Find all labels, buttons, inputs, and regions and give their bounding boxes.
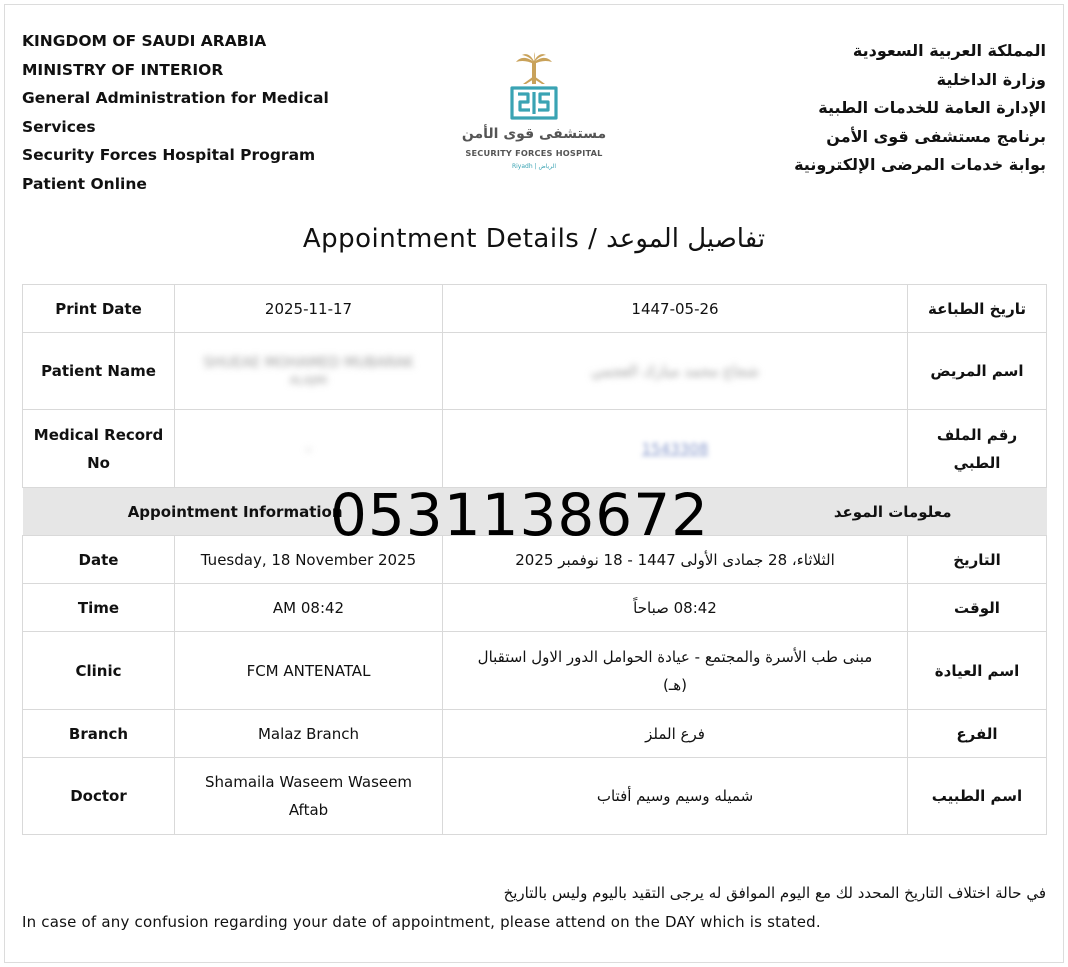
value-en: FCM ANTENATAL bbox=[175, 632, 443, 710]
label-ar: اسم المريض bbox=[908, 333, 1047, 410]
value-en bbox=[175, 410, 443, 488]
header-left bbox=[22, 27, 352, 199]
mrn-en-blurred: - bbox=[305, 439, 312, 458]
label-en: Doctor bbox=[23, 758, 175, 835]
label-ar: اسم الطبيب bbox=[908, 758, 1047, 835]
value-ar: فرع الملز bbox=[443, 710, 908, 758]
footer-note-en: In case of any confusion regarding your date of appointment, please attend on the DAY which is stated. bbox=[22, 913, 821, 931]
row-time bbox=[23, 584, 1047, 632]
label-ar: رقم الملف الطبي bbox=[908, 410, 1047, 488]
header-left-line: KINGDOM OF SAUDI ARABIA bbox=[22, 32, 267, 50]
patient-name-en-blurred: SHUEAE MOHAMED MUBARAK bbox=[203, 355, 414, 371]
section-header-ar: معلومات الموعد bbox=[443, 488, 1047, 536]
value-ar bbox=[443, 333, 908, 410]
label-ar: الفرع bbox=[908, 710, 1047, 758]
label-ar: التاريخ bbox=[908, 536, 1047, 584]
label-en: Time bbox=[23, 584, 175, 632]
header-right bbox=[716, 37, 1046, 180]
value-en: Tuesday, 18 November 2025 bbox=[175, 536, 443, 584]
header-right-line: المملكة العربية السعودية bbox=[852, 41, 1046, 60]
row-clinic bbox=[23, 632, 1047, 710]
logo-emblem-icon bbox=[450, 52, 618, 126]
label-ar: اسم العيادة bbox=[908, 632, 1047, 710]
footer-note-ar: في حالة اختلاف التاريخ المحدد لك مع اليوم الموافق له يرجى التقيد باليوم وليس بالتاريخ bbox=[503, 884, 1046, 902]
value-en: Malaz Branch bbox=[175, 710, 443, 758]
row-doctor bbox=[23, 758, 1047, 835]
section-header-en: Appointment Information bbox=[23, 488, 443, 536]
value-ar: 1447-05-26 bbox=[443, 285, 908, 333]
row-print-date bbox=[23, 285, 1047, 333]
label-ar: الوقت bbox=[908, 584, 1047, 632]
value-en: 2025-11-17 bbox=[175, 285, 443, 333]
header-right-line: برنامج مستشفى قوى الأمن bbox=[826, 126, 1046, 146]
header-left-line: MINISTRY OF INTERIOR bbox=[22, 60, 224, 79]
patient-name-en-blurred-line2: ALAJMI bbox=[289, 374, 328, 387]
mrn-link[interactable]: 1543308 bbox=[641, 439, 709, 458]
logo-city: Riyadh | الرياض bbox=[511, 163, 557, 170]
logo-english-name: SECURITY FORCES HOSPITAL bbox=[465, 148, 603, 158]
row-patient-name bbox=[23, 333, 1047, 410]
label-en: Patient Name bbox=[23, 333, 175, 410]
value-ar: شميله وسيم وسيم أفتاب bbox=[443, 758, 908, 835]
row-branch bbox=[23, 710, 1047, 758]
label-en: Clinic bbox=[23, 632, 175, 710]
label-en: Print Date bbox=[23, 285, 175, 333]
value-en: AM 08:42 bbox=[175, 584, 443, 632]
value-ar: 08:42 صباحاً bbox=[443, 584, 908, 632]
label-ar: تاريخ الطباعة bbox=[908, 285, 1047, 333]
header-left-line: Patient Online bbox=[22, 174, 147, 193]
header-right-line: الإدارة العامة للخدمات الطبية bbox=[818, 98, 1046, 118]
logo-arabic-name: مستشفى قوى الأمن bbox=[461, 126, 607, 142]
appointment-table bbox=[22, 284, 1047, 835]
header-left-line: Security Forces Hospital Program bbox=[22, 146, 316, 165]
phone-number-overlay: 0531138672 bbox=[330, 481, 710, 549]
label-en: Branch bbox=[23, 710, 175, 758]
value-ar bbox=[443, 410, 908, 488]
value-ar: مبنى طب الأسرة والمجتمع - عيادة الحوامل الدور الاول استقبال (هـ) bbox=[443, 632, 908, 710]
label-en: Date bbox=[23, 536, 175, 584]
hospital-logo bbox=[450, 52, 618, 177]
label-en: Medical Record No bbox=[23, 410, 175, 488]
value-en bbox=[175, 333, 443, 410]
header-right-line: بوابة خدمات المرضى الإلكترونية bbox=[794, 155, 1046, 175]
page-title: Appointment Details / تفاصيل الموعد bbox=[302, 224, 766, 254]
header-right-line: وزارة الداخلية bbox=[936, 69, 1046, 89]
row-medical-record bbox=[23, 410, 1047, 488]
header-left-line: Services bbox=[22, 117, 96, 136]
value-en: Shamaila Waseem Waseem Aftab bbox=[175, 758, 443, 835]
value-ar: الثلاثاء، 28 جمادى الأولى 1447 - 18 نوفمبر 2025 bbox=[443, 536, 908, 584]
patient-name-ar-blurred: شجاع محمد مبارك العجمي bbox=[591, 362, 759, 380]
header-left-line: General Administration for Medical bbox=[22, 89, 329, 108]
